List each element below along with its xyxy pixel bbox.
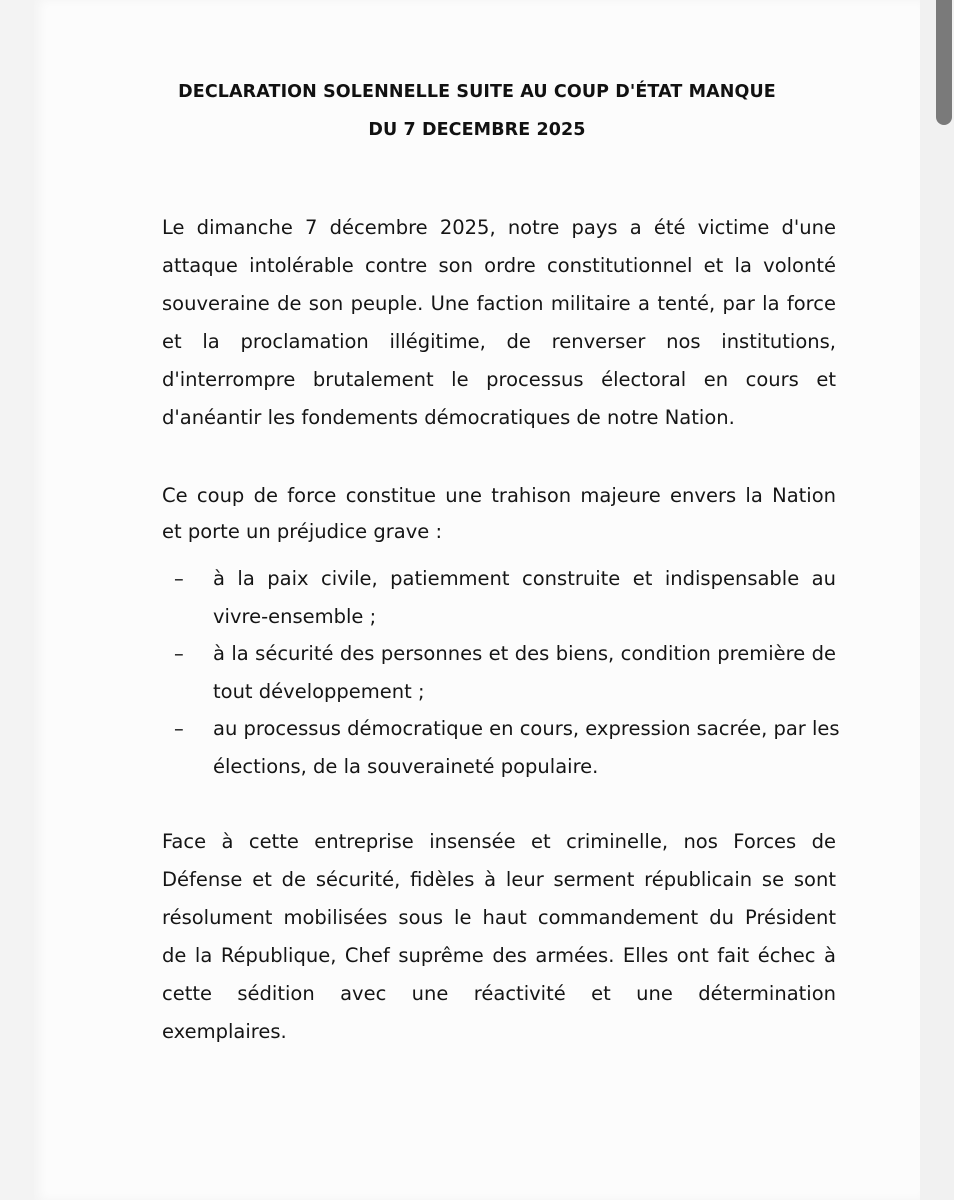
bullet-2-line: tout développement ; [213, 680, 425, 703]
bullet-dash: – [174, 717, 184, 740]
paragraph-1-line: Le dimanche 7 décembre 2025, notre pays a été victime d'une [162, 216, 836, 239]
paragraph-3-line: résolument mobilisées sous le haut commandement du Président [162, 906, 836, 929]
paragraph-1-line: souveraine de son peuple. Une faction militaire a tenté, par la force [162, 292, 836, 315]
paragraph-1-line: d'anéantir les fondements démocratiques de notre Nation. [162, 406, 735, 429]
scrollbar-track[interactable] [920, 0, 954, 1200]
document-title-line-1: DECLARATION SOLENNELLE SUITE AU COUP D'ÉTAT MANQUE [178, 82, 776, 102]
paragraph-3-line: exemplaires. [162, 1020, 287, 1043]
document-title-line-2: DU 7 DECEMBRE 2025 [368, 120, 586, 140]
bullet-dash: – [174, 642, 184, 665]
paragraph-3-line: Défense et de sécurité, fidèles à leur serment républicain se sont [162, 868, 836, 891]
paragraph-1-line: d'interrompre brutalement le processus électoral en cours et [162, 368, 836, 391]
paragraph-3-line: de la République, Chef suprême des armées. Elles ont fait échec à [162, 944, 836, 967]
paragraph-2-line: Ce coup de force constitue une trahison majeure envers la Nation [162, 484, 836, 507]
paragraph-2-line: et porte un préjudice grave : [162, 520, 443, 543]
bullet-2-line: à la sécurité des personnes et des biens, condition première de [213, 642, 836, 665]
bullet-1-line: vivre-ensemble ; [213, 605, 377, 628]
paragraph-1-line: et la proclamation illégitime, de renverser nos institutions, [162, 330, 836, 353]
bullet-1-line: à la paix civile, patiemment construite et indispensable au [213, 567, 836, 590]
bullet-3-line: au processus démocratique en cours, expression sacrée, par les [213, 717, 840, 740]
bullet-dash: – [174, 567, 184, 590]
paragraph-3-line: Face à cette entreprise insensée et criminelle, nos Forces de [162, 830, 836, 853]
bullet-3-line: élections, de la souveraineté populaire. [213, 755, 599, 778]
scrollbar-thumb[interactable] [936, 0, 952, 125]
document-page [34, 0, 920, 1200]
paragraph-1-line: attaque intolérable contre son ordre constitutionnel et la volonté [162, 254, 836, 277]
paragraph-3-line: cette sédition avec une réactivité et une détermination [162, 982, 836, 1005]
